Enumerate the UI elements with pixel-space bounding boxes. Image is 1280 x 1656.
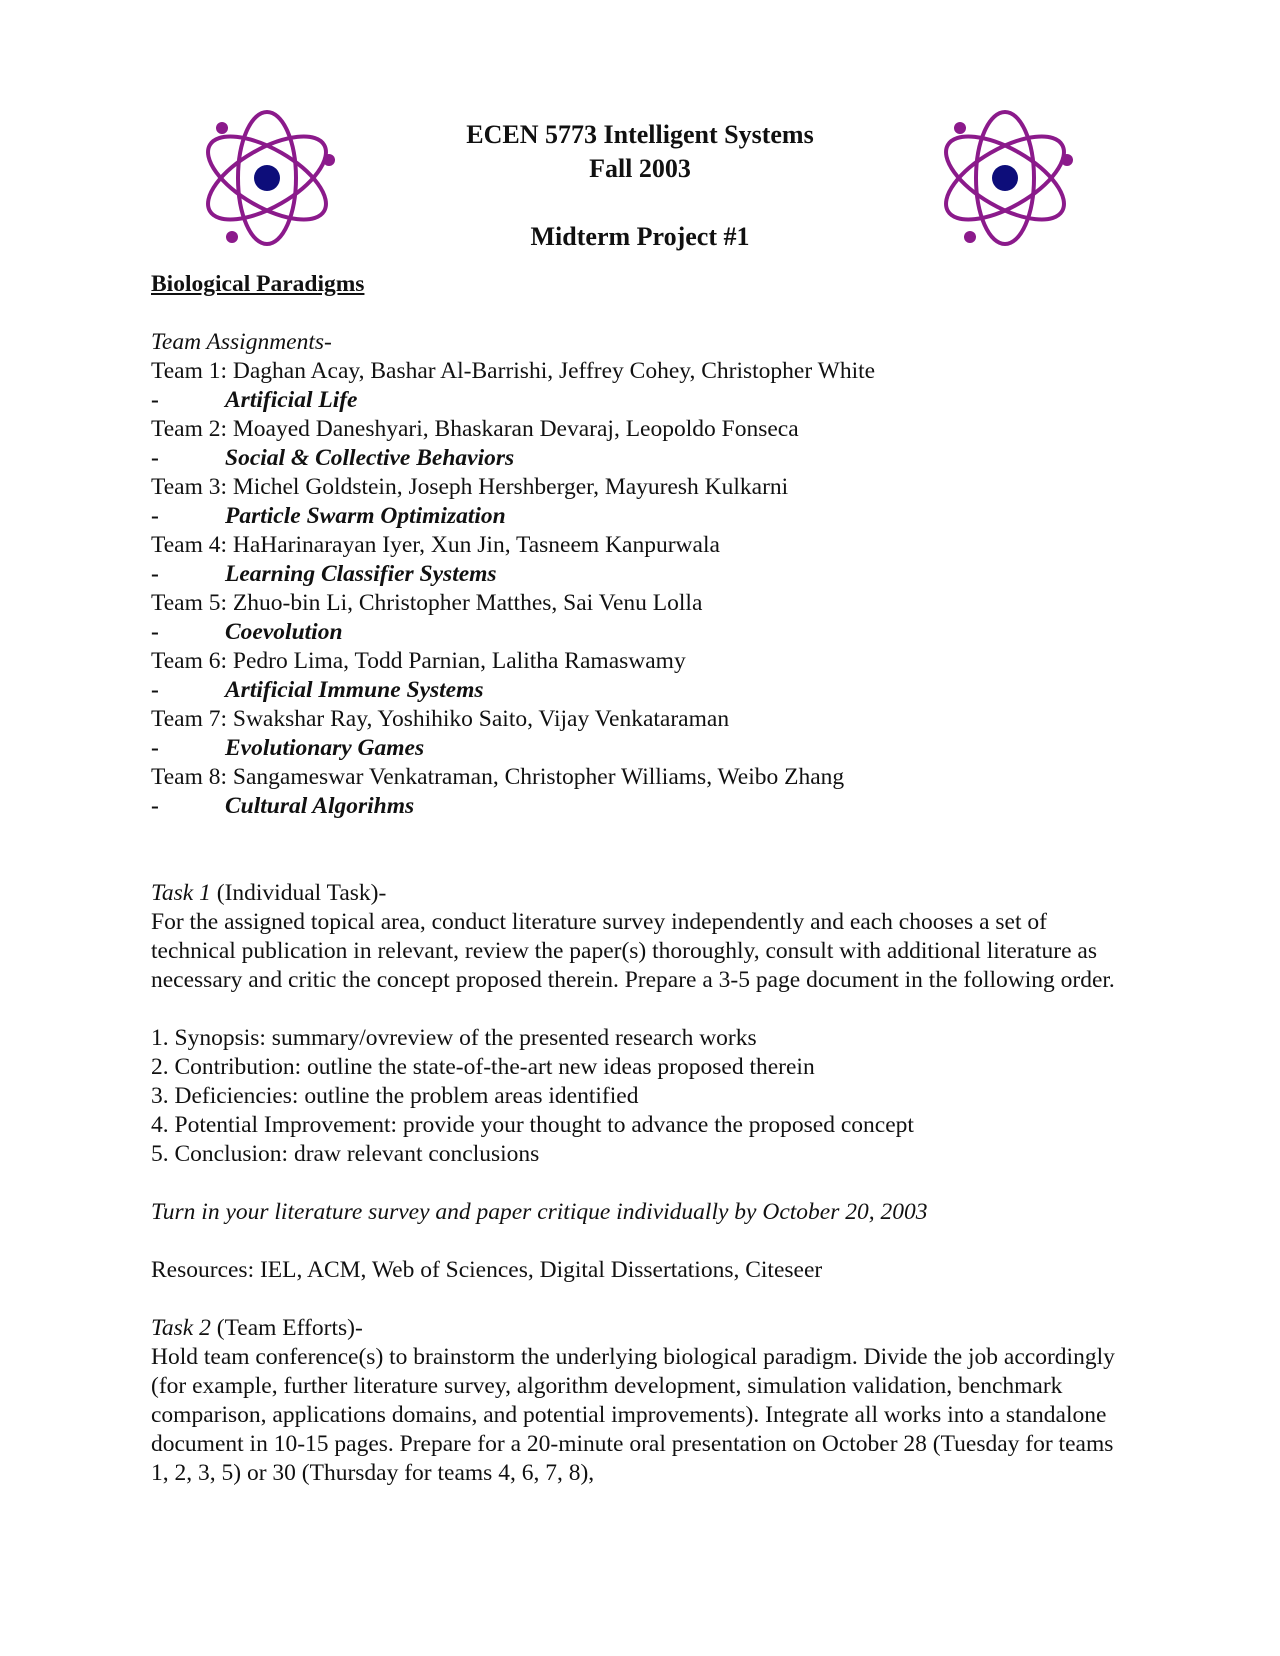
list-item: 5. Conclusion: draw relevant conclusions bbox=[151, 1141, 540, 1167]
section-heading: Biological Paradigms bbox=[151, 271, 365, 297]
atom-logo-right-icon bbox=[930, 110, 1080, 260]
team-line: Team 8: Sangameswar Venkatraman, Christopher Williams, Weibo Zhang bbox=[151, 764, 845, 790]
team-line: Team 6: Pedro Lima, Todd Parnian, Lalitha Ramaswamy bbox=[151, 648, 686, 674]
topic-dash: - bbox=[151, 793, 159, 819]
task1-description: For the assigned topical area, conduct literature survey independently and each chooses a set of technical publication in relevant, review the paper(s) thoroughly, consult with additional literature as necessary and critic the concept proposed therein. Prepare a 3-5 page document in the following order. bbox=[151, 909, 1115, 993]
team-topic: Cultural Algorihms bbox=[225, 793, 415, 819]
team-list bbox=[151, 357, 1131, 821]
team-topic: Evolutionary Games bbox=[225, 735, 425, 761]
topic-dash: - bbox=[151, 677, 159, 703]
team-topic-row bbox=[151, 560, 1131, 589]
list-item: 4. Potential Improvement: provide your thought to advance the proposed concept bbox=[151, 1112, 914, 1138]
team-topic-row bbox=[151, 444, 1131, 473]
topic-dash: - bbox=[151, 735, 159, 761]
team-topic: Artificial Immune Systems bbox=[225, 677, 484, 703]
list-item: 2. Contribution: outline the state-of-the-art new ideas proposed therein bbox=[151, 1054, 815, 1080]
team-line: Team 1: Daghan Acay, Bashar Al-Barrishi, Jeffrey Cohey, Christopher White bbox=[151, 358, 876, 384]
team-topic-row bbox=[151, 792, 1131, 821]
task1-list bbox=[151, 1024, 1131, 1169]
team-topic: Particle Swarm Optimization bbox=[225, 503, 506, 529]
task2-heading bbox=[151, 1314, 1131, 1343]
team-topic: Coevolution bbox=[225, 619, 343, 645]
topic-dash: - bbox=[151, 561, 159, 587]
team-topic-row bbox=[151, 618, 1131, 647]
task2-label-suffix: (Team Efforts)- bbox=[210, 1315, 363, 1341]
term: Fall 2003 bbox=[589, 154, 691, 183]
team-topic-row bbox=[151, 502, 1131, 531]
task1-resources: Resources: IEL, ACM, Web of Sciences, Digital Dissertations, Citeseer bbox=[151, 1257, 823, 1283]
task1-label-suffix: (Individual Task)- bbox=[210, 880, 387, 906]
team-topic: Artificial Life bbox=[225, 387, 358, 413]
topic-dash: - bbox=[151, 445, 159, 471]
team-line: Team 3: Michel Goldstein, Joseph Hershberger, Mayuresh Kulkarni bbox=[151, 474, 789, 500]
topic-dash: - bbox=[151, 387, 159, 413]
topic-dash: - bbox=[151, 503, 159, 529]
list-item: 1. Synopsis: summary/ovreview of the presented research works bbox=[151, 1025, 757, 1051]
task2-label: Task 2 bbox=[151, 1315, 211, 1341]
task1-heading bbox=[151, 879, 1131, 908]
course-title: ECEN 5773 Intelligent Systems bbox=[466, 120, 814, 149]
topic-dash: - bbox=[151, 619, 159, 645]
team-assignments-label: Team Assignments- bbox=[151, 329, 332, 355]
task1-deadline: Turn in your literature survey and paper critique individually by October 20, 2003 bbox=[151, 1199, 928, 1225]
list-item: 3. Deficiencies: outline the problem areas identified bbox=[151, 1083, 639, 1109]
team-topic: Social & Collective Behaviors bbox=[225, 445, 515, 471]
team-topic: Learning Classifier Systems bbox=[225, 561, 497, 587]
task2-description: Hold team conference(s) to brainstorm the underlying biological paradigm. Divide the job accordingly (for example, further literature survey, algorithm development, simulation validation, benchmark comparison, applications domains, and potential improvements). Integrate all works into a standalone document in 10-15 pages. Prepare for a 20-minute oral presentation on October 28 (Tuesday for teams 1, 2, 3, 5) or 30 (Thursday for teams 4, 6, 7, 8), bbox=[151, 1344, 1115, 1486]
team-topic-row bbox=[151, 386, 1131, 415]
team-line: Team 4: HaHarinarayan Iyer, Xun Jin, Tasneem Kanpurwala bbox=[151, 532, 720, 558]
project-title: Midterm Project #1 bbox=[530, 222, 750, 251]
task1-label: Task 1 bbox=[151, 880, 211, 906]
document-body bbox=[151, 270, 1131, 1488]
team-topic-row bbox=[151, 734, 1131, 763]
team-line: Team 5: Zhuo-bin Li, Christopher Matthes, Sai Venu Lolla bbox=[151, 590, 703, 616]
atom-logo-left-icon bbox=[192, 110, 342, 260]
team-line: Team 7: Swakshar Ray, Yoshihiko Saito, Vijay Venkataraman bbox=[151, 706, 730, 732]
document-header bbox=[360, 118, 920, 254]
team-topic-row bbox=[151, 676, 1131, 705]
team-line: Team 2: Moayed Daneshyari, Bhaskaran Devaraj, Leopoldo Fonseca bbox=[151, 416, 799, 442]
